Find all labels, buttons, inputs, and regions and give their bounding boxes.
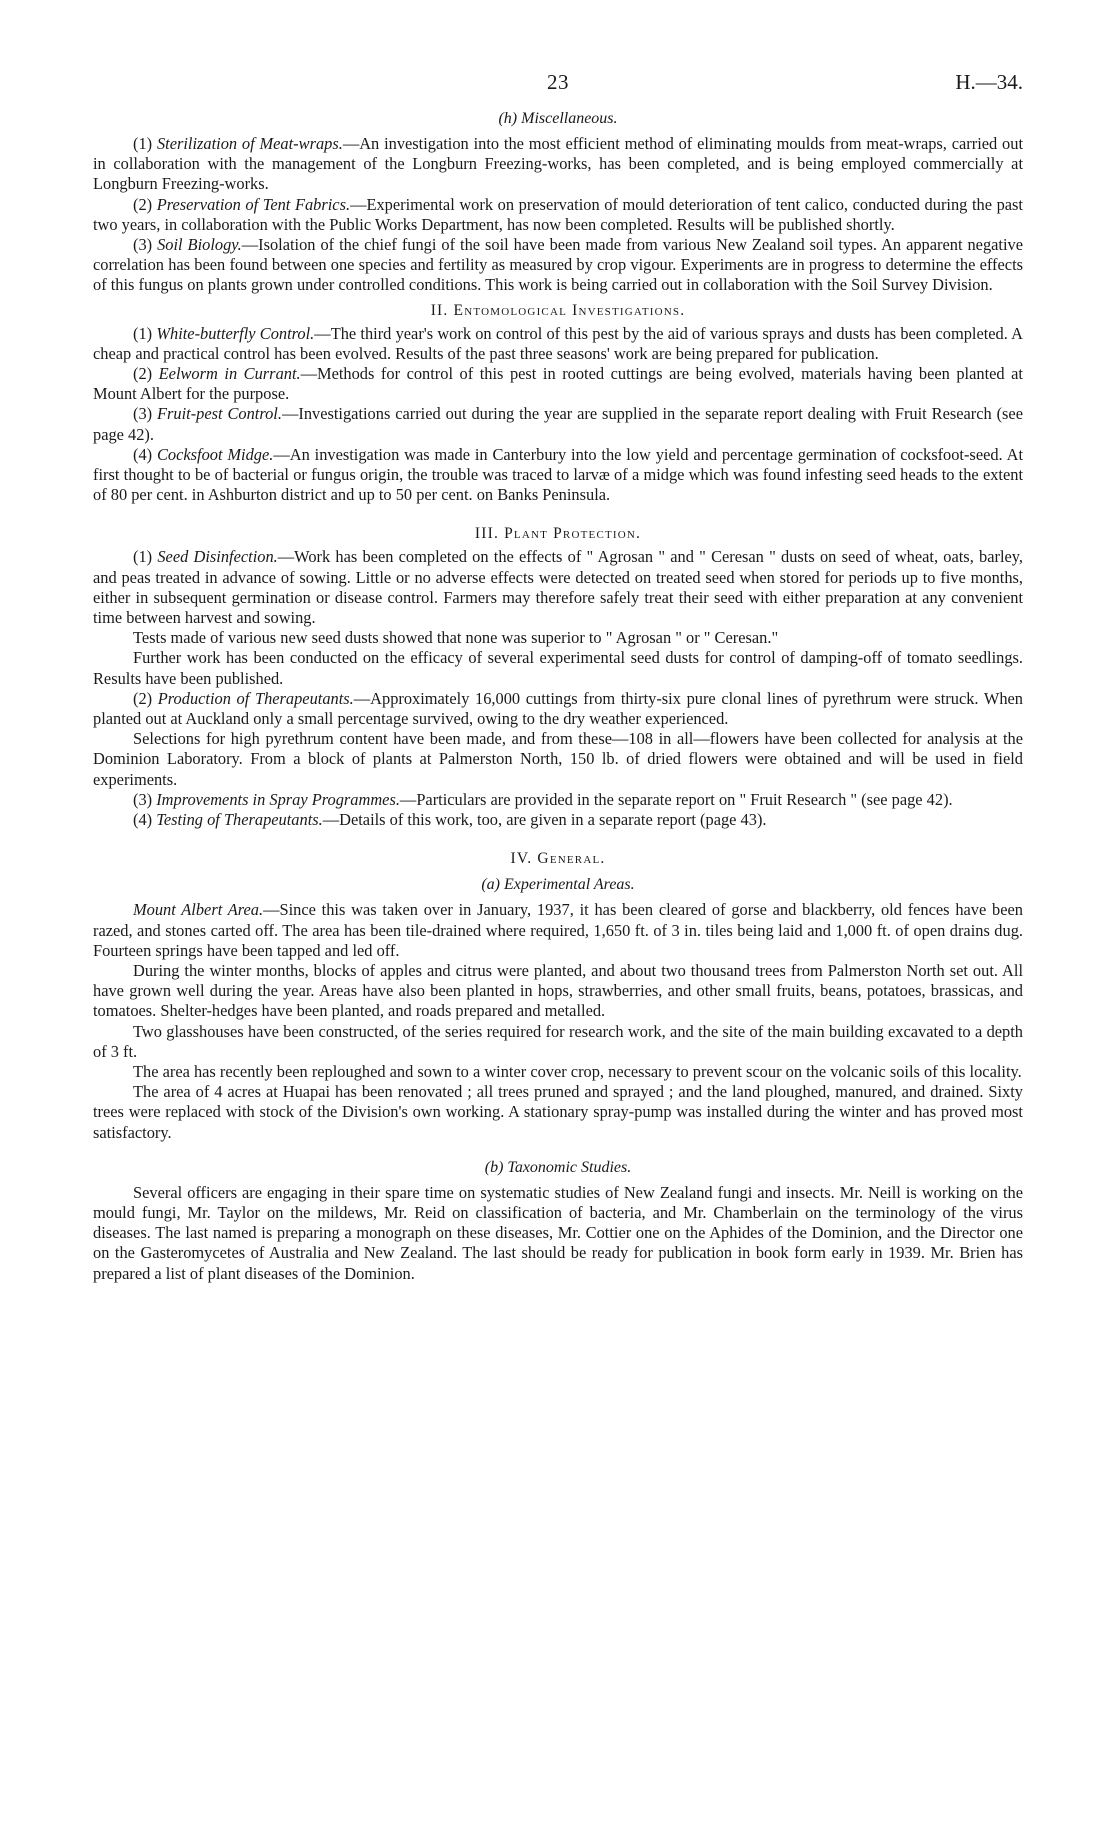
- taxonomic-studies-heading: (b) Taxonomic Studies.: [484, 1158, 632, 1176]
- paragraph: The area of 4 acres at Huapai has been renovated ; all trees pruned and sprayed ; and the land ploughed, manured, and drained. Sixty trees were replaced with stock of the Division's own working. A stationary spray-pump was installed during the winter and has proved most satisfactory.: [93, 1082, 1023, 1142]
- page-number: 23: [547, 70, 569, 94]
- paragraph: Two glasshouses have been constructed, of the series required for research work, and the site of the main building excavated to a depth of 3 ft.: [93, 1021, 1023, 1061]
- paragraph: (4) Testing of Therapeutants.—Details of this work, too, are given in a separate report (page 43).: [133, 810, 767, 830]
- plant-protection-heading: III. Plant Protection.: [474, 525, 642, 543]
- taxonomic-studies-section: [93, 1183, 1023, 1284]
- paragraph: Selections for high pyrethrum content have been made, and from these—108 in all—flowers have been collected for analysis at the Dominion Laboratory. From a block of plants at Palmerston North, 150 lb. of dried flowers were obtained and will be used in field experiments.: [93, 729, 1023, 789]
- experimental-areas-heading: (a) Experimental Areas.: [481, 876, 635, 894]
- paragraph: (2) Production of Therapeutants.—Approximately 16,000 cuttings from thirty-six pure clonal lines of pyrethrum were struck. When planted out at Auckland only a small percentage survived, owing to the dry weather experienced.: [93, 688, 1024, 729]
- paragraph: Several officers are engaging in their spare time on systematic studies of New Zealand fungi and insects. Mr. Neill is working on the mould fungi, Mr. Taylor on the mildews, Mr. Reid on classification of bacteria, and Mr. Chamberlain on the terminology of the virus diseases. The last named is preparing a monograph on these diseases, Mr. Cottier one on the Aphides of the Dominion, and the Director one on the Gasteromycetes of Australia and New Zealand. The last should be ready for publication in book form early in 1939. Mr. Brien has prepared a list of plant diseases of the Dominion.: [93, 1182, 1023, 1283]
- page-header: [93, 66, 1023, 104]
- paragraph: (1) Seed Disinfection.—Work has been completed on the effects of " Agrosan " and " Ceresan " dusts on seed of wheat, oats, barley, and peas treated in advance of sowing. Little or no adverse effects were detected on treated seed when stored for periods up to five months, either in subsequent germination or disease control. Farmers may therefore safely treat their seed with either preparation at any convenient time between harvest and sowing.: [93, 547, 1024, 628]
- paragraph: Tests made of various new seed dusts showed that none was superior to " Agrosan " or " Ceresan.": [133, 628, 779, 648]
- paragraph: (1) White-butterfly Control.—The third year's work on control of this pest by the aid of various sprays and dusts has been completed. A cheap and practical control has been evolved. Results of the past three seasons' work are being prepared for publication.: [93, 323, 1023, 363]
- paragraph: (2) Preservation of Tent Fabrics.—Experimental work on preservation of mould deterioration of tent calico, conducted during the past two years, in collaboration with the Public Works Department, has now been completed. Results will be published shortly.: [93, 194, 1023, 234]
- document-page: [93, 66, 1023, 1284]
- paragraph: (2) Eelworm in Currant.—Methods for control of this pest in rooted cuttings are being evolved, materials having been planted at Mount Albert for the purpose.: [93, 364, 1023, 404]
- document-reference: H.—34.: [955, 70, 1023, 94]
- miscellaneous-section: [93, 134, 1023, 296]
- paragraph: (3) Improvements in Spray Programmes.—Particulars are provided in the separate report on " Fruit Research " (see page 42).: [133, 789, 953, 809]
- experimental-areas-section: [93, 900, 1023, 1142]
- paragraph: (4) Cocksfoot Midge.—An investigation was made in Canterbury into the low yield and percentage germination of cocksfoot-seed. At first thought to be of bacterial or fungus origin, the trouble was traced to larvæ of a midge which was found infesting seed heads to the extent of 80 per cent. in Ashburton district and up to 50 per cent. on Banks Peninsula.: [93, 444, 1023, 505]
- paragraph: (1) Sterilization of Meat-wraps.—An investigation into the most efficient method of eliminating moulds from meat-wraps, carried out in collaboration with the management of the Longburn Freezing-works, has been completed, and is being employed commercially at Longburn Freezing-works.: [93, 134, 1024, 194]
- paragraph: During the winter months, blocks of apples and citrus were planted, and about two thousand trees from Palmerston North set out. All have grown well during the year. Areas have also been planted in hops, strawberries, and other small fruits, beans, potatoes, brassicas, and tomatoes. Shelter-hedges have been planted, and roads prepared and metalled.: [93, 960, 1023, 1021]
- plant-protection-section: [93, 547, 1023, 830]
- general-heading: IV. General.: [510, 850, 606, 868]
- paragraph: The area has recently been reploughed and sown to a winter cover crop, necessary to prevent scour on the volcanic soils of this locality.: [133, 1061, 1022, 1081]
- paragraph: (3) Fruit-pest Control.—Investigations carried out during the year are supplied in the separate report dealing with Fruit Research (see page 42).: [93, 404, 1023, 444]
- paragraph: Mount Albert Area.—Since this was taken over in January, 1937, it has been cleared of gorse and blackberry, old fences have been razed, and stones carted off. The area has been tile-drained where required, 1,650 ft. of 3 in. tiles being laid and 1,000 ft. of open drains dug. Fourteen springs have been tapped and led off.: [93, 900, 1024, 960]
- entomology-heading: II. Entomological Investigations.: [430, 301, 686, 319]
- paragraph: (3) Soil Biology.—Isolation of the chief fungi of the soil have been made from various New Zealand soil types. An apparent negative correlation has been found between one species and fertility as measured by crop vigour. Experiments are in progress to determine the effects of this fungus on plants grown under controlled conditions. This work is being carried out in collaboration with the Soil Survey Division.: [93, 235, 1023, 295]
- paragraph: Further work has been conducted on the efficacy of several experimental seed dusts for control of damping-off of tomato seedlings. Results have been published.: [93, 648, 1023, 688]
- miscellaneous-heading: (h) Miscellaneous.: [498, 110, 618, 127]
- entomology-section: [93, 324, 1023, 506]
